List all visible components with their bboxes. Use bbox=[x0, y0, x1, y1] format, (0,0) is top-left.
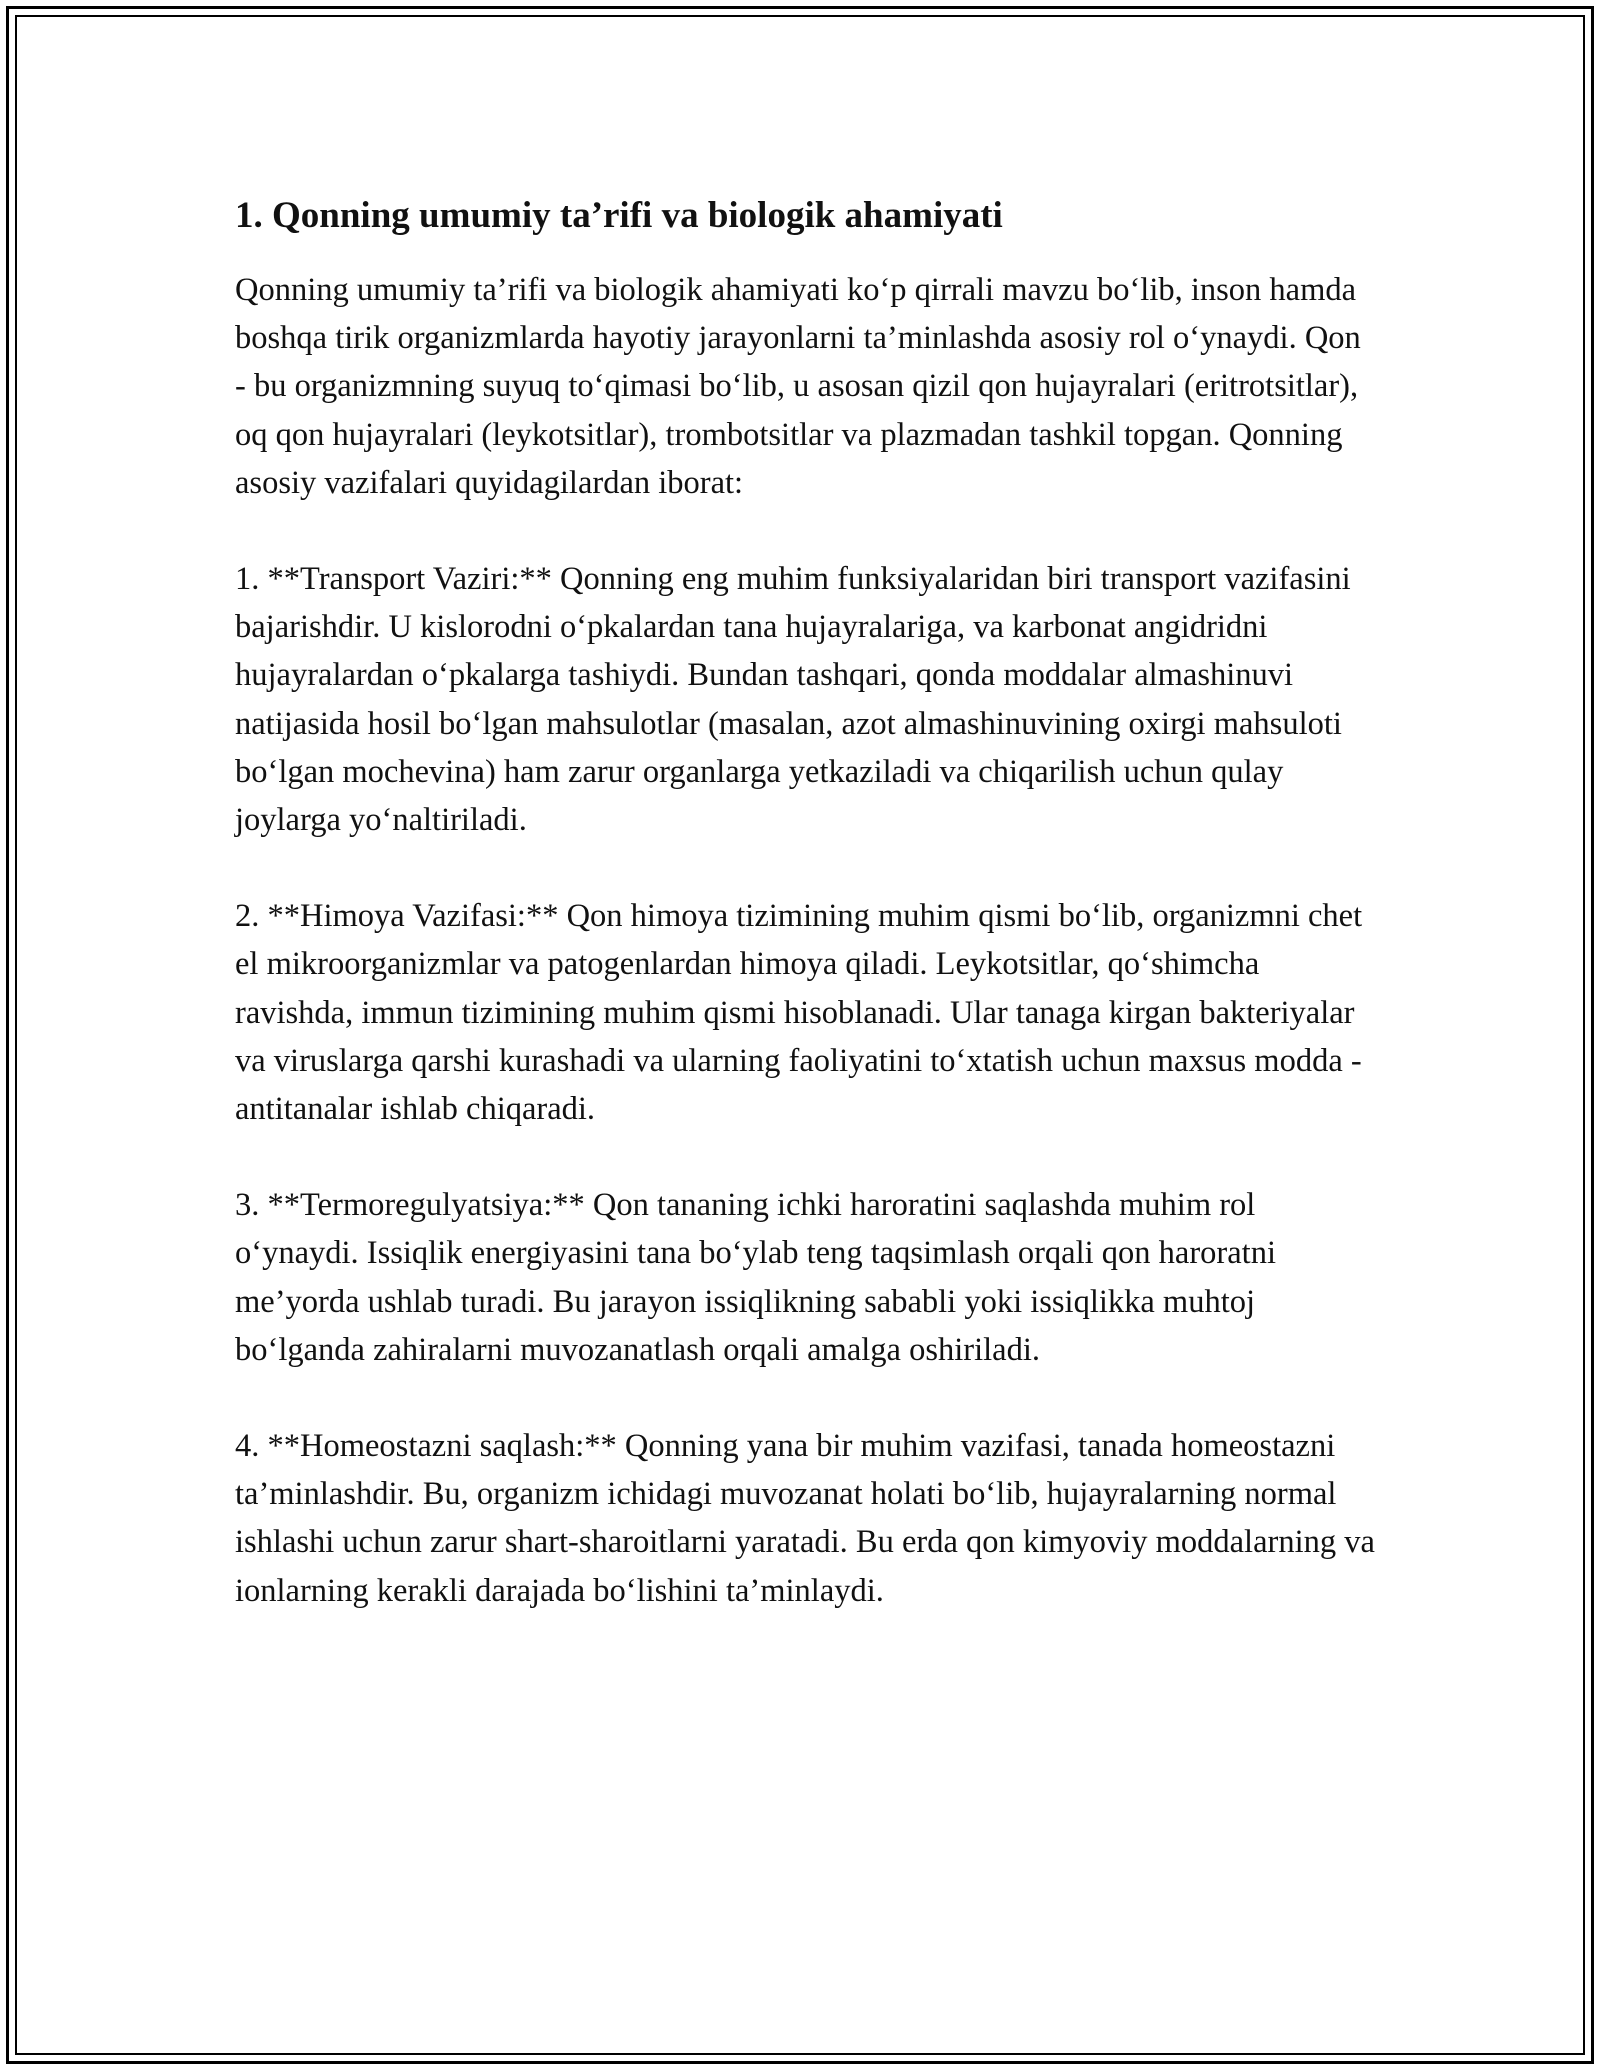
transport-paragraph: 1. **Transport Vaziri:** Qonning eng muhim funksiyalaridan biri transport vazifasini bajarishdir. U kislorodni o‘pkalardan tana hujayralariga, va karbonat angidridni hujayralardan o‘pkalarga tashiydi. Bundan tashqari, qonda moddalar almashinuvi natijasida hosil bo‘lgan mahsulotlar (masalan, azot almashinuvining oxirgi mahsuloti bo‘lgan mochevina) ham zarur organlarga yetkaziladi va chiqarilish uchun qulay joylarga yo‘naltiriladi. bbox=[235, 561, 1351, 839]
document-title: 1. Qonning umumiy ta’rifi va biologik ahamiyati bbox=[235, 195, 1003, 236]
protection-paragraph: 2. **Himoya Vazifasi:** Qon himoya tizimining muhim qismi bo‘lib, organizmni chet el mikroorganizmlar va patogenlardan himoya qiladi. Leykotsitlar, qo‘shimcha ravishda, immun tizimining muhim qismi hisoblanadi. Ular tanaga kirgan bakteriyalar va viruslarga qarshi kurashadi va ularning faoliyatini to‘xtatish uchun maxsus modda - antitanalar ishlab chiqaradi. bbox=[235, 898, 1363, 1128]
thermoregulation-paragraph: 3. **Termoregulyatsiya:** Qon tananing ichki haroratini saqlashda muhim rol o‘ynaydi. Issiqlik energiyasini tana bo‘ylab teng taqsimlash orqali qon haroratni me’yorda ushlab turadi. Bu jarayon issiqlikning sababli yoki issiqlikka muhtoj bo‘lganda zahiralarni muvozanatlash orqali amalga oshiriladi. bbox=[235, 1187, 1276, 1368]
homeostasis-paragraph: 4. **Homeostazni saqlash:** Qonning yana bir muhim vazifasi, tanada homeostazni ta’minlashdir. Bu, organizm ichidagi muvozanat holati bo‘lib, hujayralarning normal ishlashi uchun zarur shart-sharoitlarni yaratadi. Bu erda qon kimyoviy moddalarning va ionlarning kerakli darajada bo‘lishini ta’minlaydi. bbox=[235, 1428, 1375, 1609]
document-body bbox=[235, 188, 1375, 1663]
intro-paragraph: Qonning umumiy ta’rifi va biologik ahamiyati ko‘p qirrali mavzu bo‘lib, inson hamda boshqa tirik organizmlarda hayotiy jarayonlarni ta’minlashda asosiy rol o‘ynaydi. Qon - bu organizmning suyuq to‘qimasi bo‘lib, u asosan qizil qon hujayralari (eritrotsitlar), oq qon hujayralari (leykotsitlar), trombotsitlar va plazmadan tashkil topgan. Qonning asosiy vazifalari quyidagilardan iborat: bbox=[235, 272, 1361, 501]
